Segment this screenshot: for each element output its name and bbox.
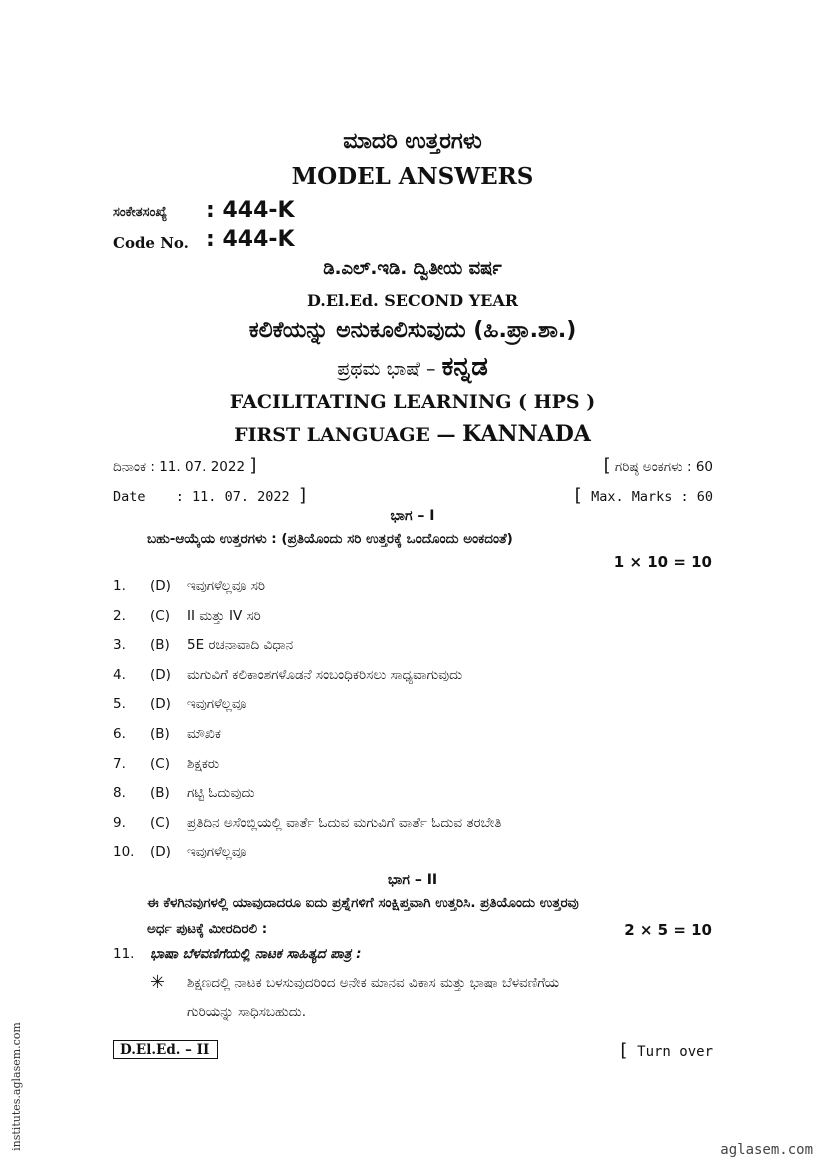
part-one-score: 1 × 10 = 10 — [613, 553, 712, 571]
answer-option: (B) — [150, 726, 170, 742]
code-separator: : — [206, 198, 215, 223]
answer-text: ಶಿಕ್ಷಕರು — [187, 756, 220, 772]
answer-number: 10. — [113, 844, 135, 860]
answer-number: 1. — [113, 578, 126, 594]
code-number: 444-K — [222, 198, 295, 223]
date-value: : 11. 07. 2022 — [150, 459, 246, 475]
code-label-kannada — [113, 205, 167, 220]
code-label-kannada-text: ಸಂಕೇತಸಂಖ್ಯೆ — [113, 205, 168, 220]
date-label-kannada: ದಿನಾಂಕ — [113, 459, 147, 475]
part-one-heading: ಭಾಗ – I — [390, 508, 435, 524]
part-two-heading: ಭಾಗ – II — [387, 872, 438, 888]
code-separator: : — [206, 227, 215, 252]
site-footer: aglasem.com — [720, 1142, 813, 1158]
code-label-english: Code No. — [113, 234, 189, 252]
answer-text: ಇವುಗಳೆಲ್ಲವೂ — [187, 696, 247, 712]
answer-text: ಮೌಖಿಕ — [187, 726, 221, 742]
answer-number: 2. — [113, 608, 126, 624]
code-value-english — [206, 227, 295, 252]
max-marks-kannada — [604, 455, 713, 476]
language-kannada-name: ಕನ್ನಡ — [441, 352, 488, 382]
code-number: 444-K — [222, 227, 295, 252]
language-english-prefix: FIRST LANGUAGE — — [234, 424, 456, 446]
answer-text: II ಮತ್ತು IV ಸರಿ — [187, 608, 261, 624]
answer-number: 3. — [113, 637, 126, 653]
answer-option: (D) — [150, 578, 171, 594]
turn-over — [618, 1040, 713, 1061]
max-marks-label-english: Max. Marks : 60 — [591, 489, 713, 505]
title-english: MODEL ANSWERS — [291, 163, 534, 190]
part-two-instruction-line2: ಅರ್ಧ ಪುಟಕ್ಕೆ ಮೀರದಿರಲಿ : — [147, 921, 268, 937]
question-11-number: 11. — [113, 946, 135, 962]
answer-option: (C) — [150, 815, 170, 831]
subject-kannada: ಕಲಿಕೆಯನ್ನು ಅನುಕೂಲಿಸುವುದು (ಹಿ.ಪ್ರಾ.ಶಾ.) — [248, 318, 577, 343]
answer-number: 7. — [113, 756, 126, 772]
part-two-score: 2 × 5 = 10 — [624, 921, 712, 939]
side-watermark: institutes.aglasem.com — [9, 1022, 23, 1151]
language-english-name: KANNADA — [462, 421, 591, 447]
open-bracket: [ — [617, 1040, 629, 1061]
answer-number: 8. — [113, 785, 126, 801]
language-kannada — [0, 352, 825, 383]
answer-text: ಗಟ್ಟಿ ಓದುವುದು — [187, 785, 255, 801]
answer-text: ಪ್ರತಿದಿನ ಅಸೆಂಬ್ಲಿಯಲ್ಲಿ ವಾರ್ತೆ ಓದುವ ಮಗುವಿಗೆ ವಾರ್ತೆ ಓದುವ ತರಬೇತಿ — [187, 815, 502, 831]
turn-over-text: Turn over — [637, 1044, 713, 1060]
max-marks-english — [572, 485, 713, 506]
max-marks-label-kannada: ಗರಿಷ್ಠ ಅಂಕಗಳು : 60 — [614, 459, 713, 475]
language-kannada-prefix: ಪ್ರಥಮ ಭಾಷೆ – — [337, 358, 436, 380]
answer-option: (C) — [150, 756, 170, 772]
answer-11-line1: ಶಿಕ್ಷಣದಲ್ಲಿ ನಾಟಕ ಬಳಸುವುದರಿಂದ ಅನೇಕ ಮಾನವ ವಿಕಾಸ ಮತ್ತು ಭಾಷಾ ಬೆಳವಣಿಗೆಯ — [187, 975, 560, 991]
language-english — [0, 421, 825, 447]
code-value-kannada — [206, 198, 295, 223]
part-two-instruction-line1: ಈ ಕೆಳಗಿನವುಗಳಲ್ಲಿ ಯಾವುದಾದರೂ ಐದು ಪ್ರಶ್ನೆಗಳಿಗೆ ಸಂಕ್ಷಿಪ್ತವಾಗಿ ಉತ್ತರಿಸಿ. ಪ್ರತಿಯೊಂದು ಉತ್ತರವು — [147, 895, 579, 911]
date-english — [113, 485, 309, 506]
answer-option: (D) — [150, 696, 171, 712]
part-one-instruction: ಬಹು-ಆಯ್ಕೆಯ ಉತ್ತರಗಳು : (ಪ್ರತಿಯೊಂದು ಸರಿ ಉತ್ತರಕ್ಕೆ ಒಂದೊಂದು ಅಂಕದಂತೆ) — [147, 531, 513, 547]
answer-text: ಮಗುವಿಗೆ ಕಲಿಕಾಂಶಗಳೊಡನೆ ಸಂಬಂಧಿಕರಿಸಲು ಸಾಧ್ಯವಾಗುವುದು — [187, 667, 463, 683]
answer-option: (B) — [150, 785, 170, 801]
close-bracket: ] — [249, 455, 257, 476]
answer-option: (D) — [150, 844, 171, 860]
answer-11-line2: ಗುರಿಯನ್ನು ಸಾಧಿಸಬಹುದು. — [187, 1004, 307, 1020]
close-bracket: ] — [297, 485, 309, 506]
open-bracket: [ — [572, 485, 583, 506]
open-bracket: [ — [603, 455, 611, 476]
answer-option: (D) — [150, 667, 171, 683]
answer-number: 9. — [113, 815, 126, 831]
answer-text: ಇವುಗಳೆಲ್ಲವೂ — [187, 844, 247, 860]
date-value: : 11. 07. 2022 — [175, 489, 290, 505]
question-11-text: ಭಾಷಾ ಬೆಳವಣಿಗೆಯಲ್ಲಿ ನಾಟಕ ಸಾಹಿತ್ಯದ ಪಾತ್ರ : — [150, 946, 362, 962]
answer-number: 5. — [113, 696, 126, 712]
asterisk-bullet-icon: ✳ — [150, 972, 166, 993]
subject-english: FACILITATING LEARNING ( HPS ) — [229, 391, 596, 413]
date-kannada — [113, 455, 256, 476]
answer-option: (B) — [150, 637, 170, 653]
title-kannada: ಮಾದರಿ ಉತ್ತರಗಳು — [343, 128, 482, 154]
answer-option: (C) — [150, 608, 170, 624]
footer-program-box: D.El.Ed. – II — [113, 1040, 218, 1059]
program-year-kannada: ಡಿ.ಎಲ್.ಇಡಿ. ದ್ವಿತೀಯ ವರ್ಷ — [323, 258, 502, 279]
answer-text: ಇವುಗಳೆಲ್ಲವೂ ಸರಿ — [187, 578, 266, 594]
date-label-english: Date — [113, 489, 146, 505]
answer-number: 4. — [113, 667, 126, 683]
answer-text: 5E ರಚನಾವಾದಿ ವಿಧಾನ — [187, 637, 294, 653]
program-year-english: D.El.Ed. SECOND YEAR — [306, 291, 519, 310]
answer-number: 6. — [113, 726, 126, 742]
